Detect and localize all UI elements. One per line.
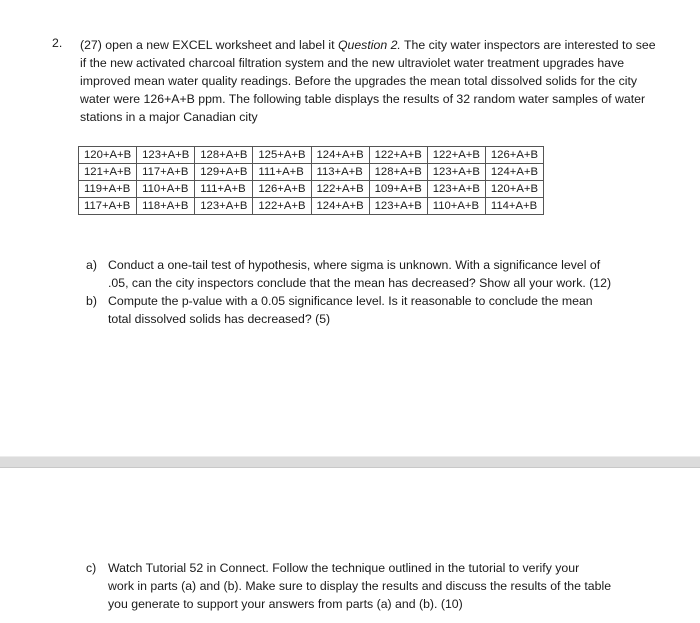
page-divider xyxy=(0,456,700,468)
intro-prefix: (27) open a new EXCEL worksheet and label it xyxy=(80,38,338,52)
part-b-line-1: Compute the p-value with a 0.05 significance level. Is it reasonable to conclude the mean xyxy=(108,294,593,308)
table-cell: 110+A+B xyxy=(427,198,485,215)
part-a-text xyxy=(108,256,611,292)
table-cell: 126+A+B xyxy=(485,147,543,164)
table-cell: 111+A+B xyxy=(253,164,311,181)
table-cell: 124+A+B xyxy=(311,147,369,164)
part-a-line-1: Conduct a one-tail test of hypothesis, where sigma is unknown. With a significance level of xyxy=(108,258,601,272)
part-c-letter: c) xyxy=(86,561,97,575)
question-intro xyxy=(80,36,660,126)
table-cell: 125+A+B xyxy=(253,147,311,164)
table-cell: 124+A+B xyxy=(311,198,369,215)
table-cell: 114+A+B xyxy=(485,198,543,215)
table-cell: 123+A+B xyxy=(369,198,427,215)
table-row xyxy=(79,147,544,164)
table-cell: 124+A+B xyxy=(485,164,543,181)
table-cell: 110+A+B xyxy=(137,181,195,198)
table-cell: 121+A+B xyxy=(79,164,137,181)
samples-table xyxy=(78,146,544,215)
part-c-line-2: work in parts (a) and (b). Make sure to display the results and discuss the results of the table xyxy=(108,579,612,593)
table-cell: 122+A+B xyxy=(253,198,311,215)
table-cell: 122+A+B xyxy=(369,147,427,164)
table-cell: 119+A+B xyxy=(79,181,137,198)
part-c xyxy=(86,559,686,617)
table-cell: 123+A+B xyxy=(427,164,485,181)
part-c-line-3: you generate to support your answers from parts (a) and (b). (10) xyxy=(108,597,463,611)
table-cell: 117+A+B xyxy=(79,198,137,215)
part-a xyxy=(86,256,676,296)
part-a-letter: a) xyxy=(86,258,97,272)
part-c-text xyxy=(108,559,611,613)
table-cell: 120+A+B xyxy=(79,147,137,164)
part-a-line-2: .05, can the city inspectors conclude that the mean has decreased? Show all your work. (12) xyxy=(108,276,612,290)
part-b-letter: b) xyxy=(86,294,97,308)
table-row xyxy=(79,164,544,181)
table-cell: 129+A+B xyxy=(195,164,253,181)
table-cell: 123+A+B xyxy=(137,147,195,164)
part-b-line-2: total dissolved solids has decreased? (5) xyxy=(108,312,331,326)
table-cell: 128+A+B xyxy=(369,164,427,181)
table-cell: 123+A+B xyxy=(427,181,485,198)
question-number: 2. xyxy=(52,36,63,50)
part-b xyxy=(86,292,676,332)
table-cell: 128+A+B xyxy=(195,147,253,164)
table-cell: 120+A+B xyxy=(485,181,543,198)
table-cell: 122+A+B xyxy=(311,181,369,198)
intro-suffix: The city water inspectors are interested to see if the new activated charcoal filtration system and the new ultraviolet water treatment upgrades have improved mean water quality readings. Before the upgrades the mean total dissolved solids for the city water were 126+A+B ppm. The following table displays the results of 32 random water samples of water stations in a major Canadian city xyxy=(80,38,656,124)
table-row xyxy=(79,181,544,198)
table-cell: 126+A+B xyxy=(253,181,311,198)
table-cell: 122+A+B xyxy=(427,147,485,164)
table-cell: 117+A+B xyxy=(137,164,195,181)
table-cell: 123+A+B xyxy=(195,198,253,215)
part-b-text xyxy=(108,292,593,328)
table-cell: 111+A+B xyxy=(195,181,253,198)
table-cell: 118+A+B xyxy=(137,198,195,215)
table-cell: 109+A+B xyxy=(369,181,427,198)
part-c-line-1: Watch Tutorial 52 in Connect. Follow the technique outlined in the tutorial to verify your xyxy=(108,561,580,575)
worksheet-label: Question 2. xyxy=(337,38,401,52)
table-cell: 113+A+B xyxy=(311,164,369,181)
table-row xyxy=(79,198,544,215)
